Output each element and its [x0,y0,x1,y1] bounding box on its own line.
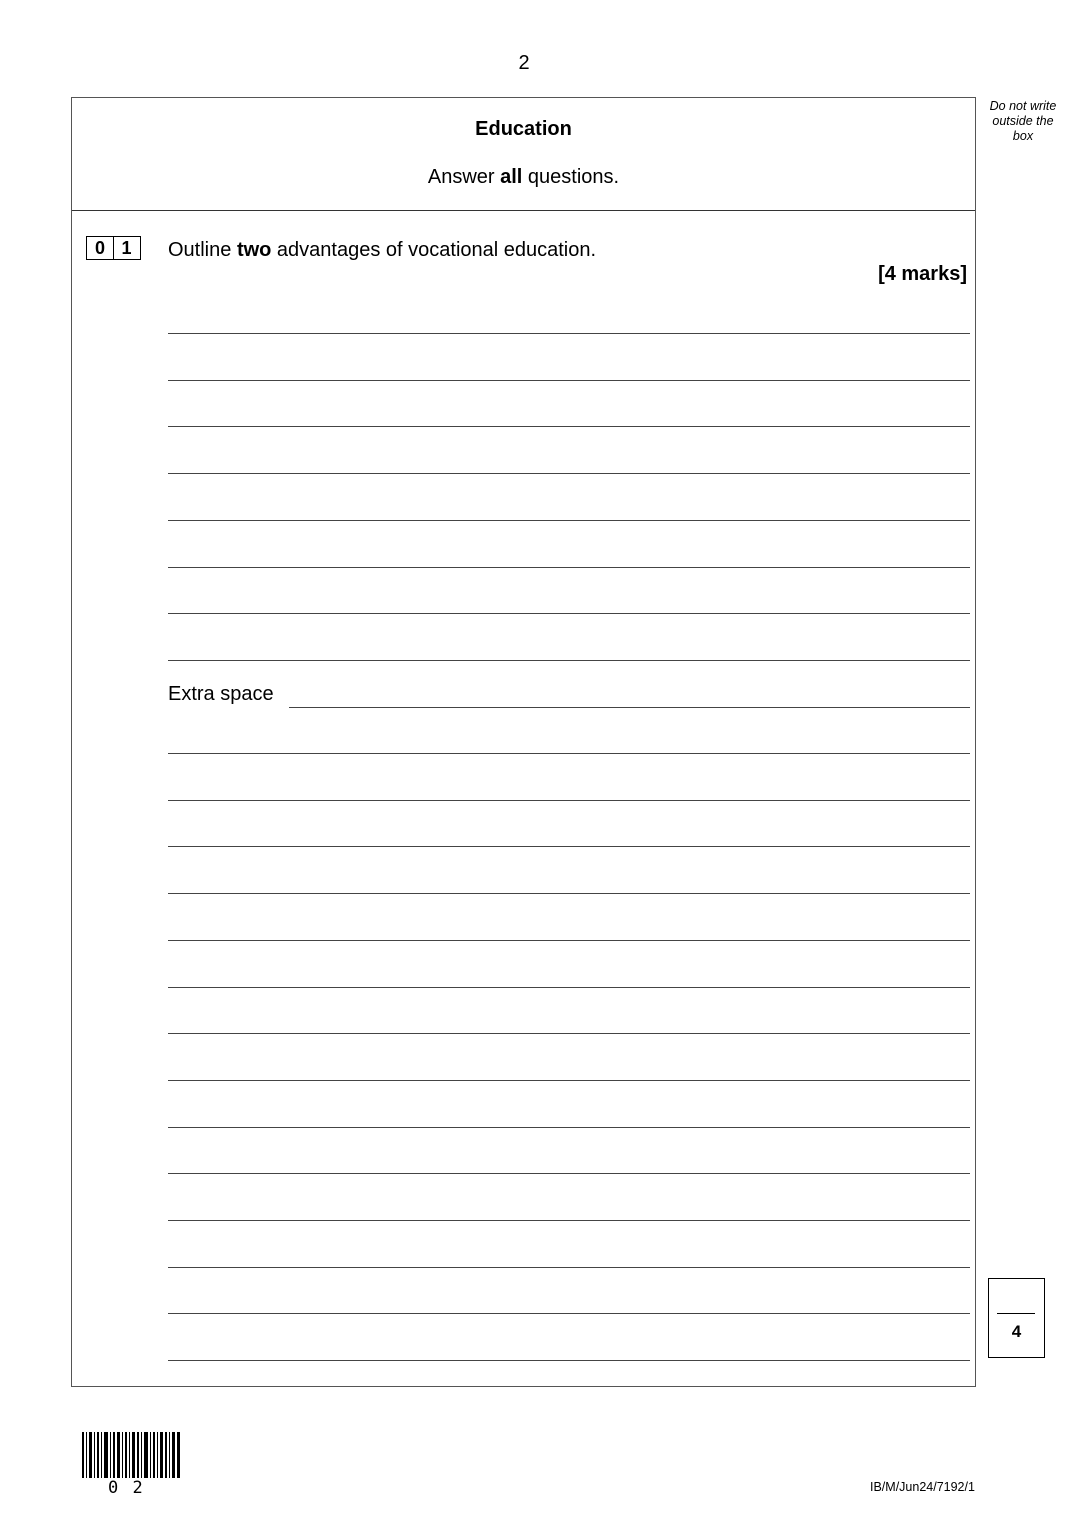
answer-line[interactable] [168,940,970,941]
answer-line[interactable] [168,1267,970,1268]
section-instruction [72,166,975,189]
answer-line[interactable] [168,1220,970,1221]
barcode-icon [82,1432,180,1478]
answer-line[interactable] [168,1360,970,1361]
instruction-text-bold: all [500,166,523,188]
question-text-pre: Outline [168,239,237,261]
score-rule [997,1313,1035,1314]
question-text-bold: two [236,239,272,261]
answer-line[interactable] [168,987,970,988]
question-text-post: advantages of vocational education. [271,239,597,261]
section-divider [72,210,975,211]
score-box [988,1278,1045,1358]
answer-line[interactable] [168,473,970,474]
answer-line[interactable] [168,1173,970,1174]
answer-line[interactable] [168,846,970,847]
answer-line[interactable] [168,380,970,381]
answer-frame [71,97,976,1387]
question-number-boxes [86,236,141,260]
instruction-text-pre: Answer [427,166,501,188]
score-value: 4 [1011,1322,1022,1341]
answer-line[interactable] [168,1313,970,1314]
answer-line[interactable] [168,333,970,334]
margin-note: Do not write outside the box [989,99,1057,143]
paper-reference: IB/M/Jun24/7192/1 [870,1480,975,1494]
instruction-text-post: questions. [522,166,620,188]
extra-space-label: Extra space [168,683,274,705]
question-number-digit: 0 [86,236,114,260]
question-text [168,239,596,262]
barcode-number: 0 2 [108,1478,145,1498]
page-number: 2 [518,52,530,74]
answer-line[interactable] [168,800,970,801]
answer-line[interactable] [168,613,970,614]
section-title: Education [475,118,572,140]
answer-line[interactable] [168,893,970,894]
answer-line[interactable] [168,1127,970,1128]
answer-line[interactable] [168,1033,970,1034]
answer-line[interactable] [168,520,970,521]
answer-line[interactable] [168,753,970,754]
answer-line[interactable] [289,707,970,708]
answer-line[interactable] [168,426,970,427]
marks-label: [4 marks] [878,263,967,285]
answer-line[interactable] [168,567,970,568]
answer-line[interactable] [168,1080,970,1081]
question-number-digit: 1 [113,236,141,260]
answer-line[interactable] [168,660,970,661]
